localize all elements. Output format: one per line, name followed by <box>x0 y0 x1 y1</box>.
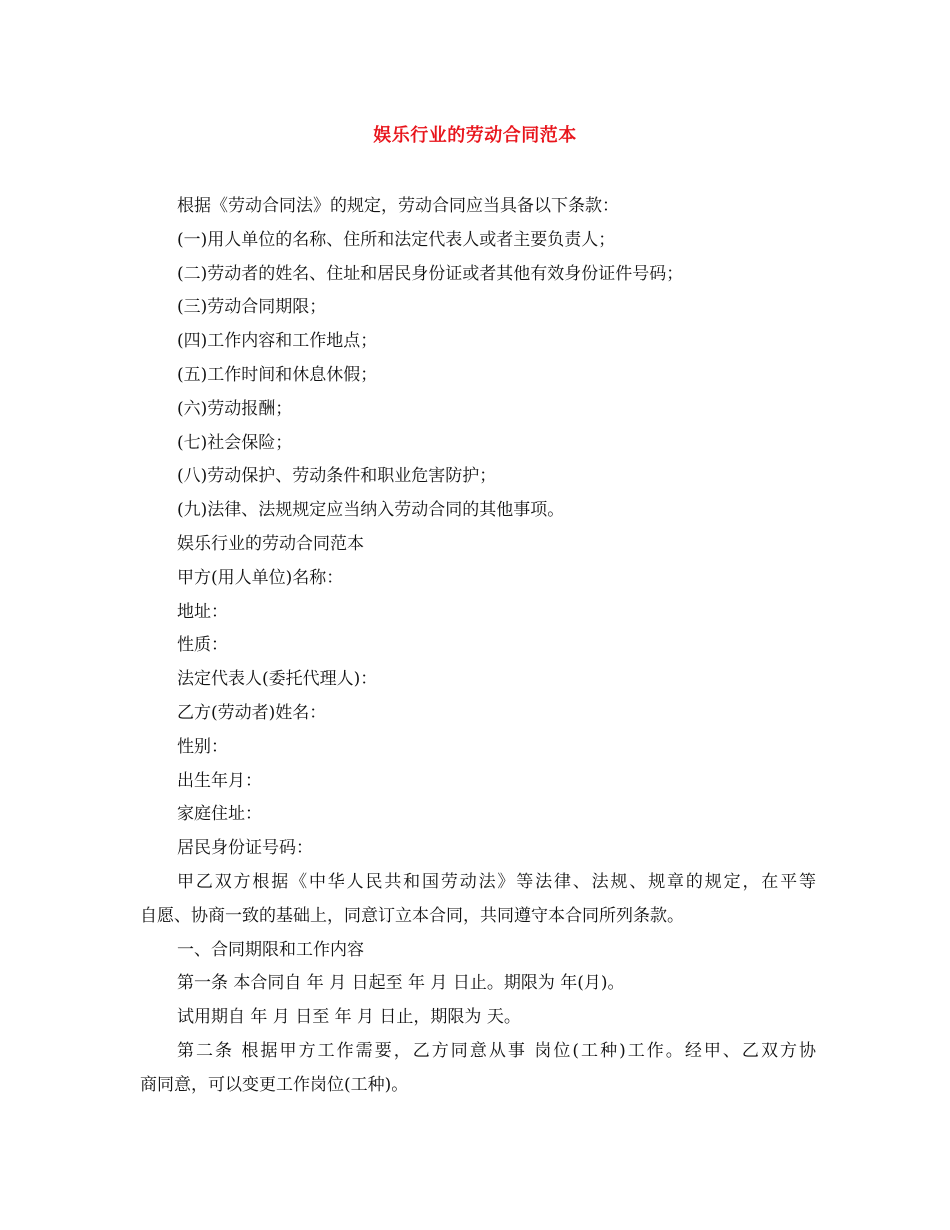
clause-item-3: (三)劳动合同期限； <box>177 297 327 318</box>
clause-item-5: (五)工作时间和休息休假； <box>177 364 378 385</box>
article-line: 试用期自 年 月 日至 年 月 日止，期限为 天。 <box>177 1007 521 1028</box>
form-field-birth-date: 出生年月： <box>177 770 262 791</box>
clause-item-7: (七)社会保险； <box>177 432 293 453</box>
section-heading: 一、合同期限和工作内容 <box>177 939 364 960</box>
article-line: 商同意，可以变更工作岗位(工种)。 <box>140 1074 409 1095</box>
form-field-employee-name: 乙方(劳动者)姓名： <box>177 702 327 723</box>
form-field-employer-name: 甲方(用人单位)名称： <box>177 567 344 588</box>
form-field-legal-representative: 法定代表人(委托代理人)： <box>177 669 378 690</box>
form-field-nature: 性质： <box>177 635 228 656</box>
document-body <box>140 190 816 1103</box>
clause-item-4: (四)工作内容和工作地点； <box>177 331 378 352</box>
section-heading: 娱乐行业的劳动合同范本 <box>177 533 364 554</box>
form-field-address: 地址： <box>177 601 228 622</box>
form-field-gender: 性别： <box>177 736 228 757</box>
article-line: 第一条 本合同自 年 月 日起至 年 月 日止。期限为 年(月)。 <box>177 973 625 994</box>
paragraph-line: 甲乙双方根据《中华人民共和国劳动法》等法律、法规、规章的规定，在平等 <box>177 871 816 892</box>
paragraph-line: 根据《劳动合同法》的规定，劳动合同应当具备以下条款： <box>177 196 619 216</box>
form-field-home-address: 家庭住址： <box>177 804 262 825</box>
clause-item-1: (一)用人单位的名称、住所和法定代表人或者主要负责人； <box>177 229 616 250</box>
form-field-id-number: 居民身份证号码： <box>177 838 313 859</box>
paragraph-line: 自愿、协商一致的基础上，同意订立本合同，共同遵守本合同所列条款。 <box>140 905 684 926</box>
clause-item-2: (二)劳动者的姓名、住址和居民身份证或者其他有效身份证件号码； <box>177 263 684 284</box>
article-line: 第二条 根据甲方工作需要，乙方同意从事 岗位(工种)工作。经甲、乙双方协 <box>177 1040 816 1061</box>
clause-item-8: (八)劳动保护、劳动条件和职业危害防护； <box>177 466 497 487</box>
clause-item-6: (六)劳动报酬； <box>177 398 293 419</box>
clause-item-9: (九)法律、法规规定应当纳入劳动合同的其他事项。 <box>177 500 565 521</box>
document-title: 娱乐行业的劳动合同范本 <box>373 125 577 146</box>
